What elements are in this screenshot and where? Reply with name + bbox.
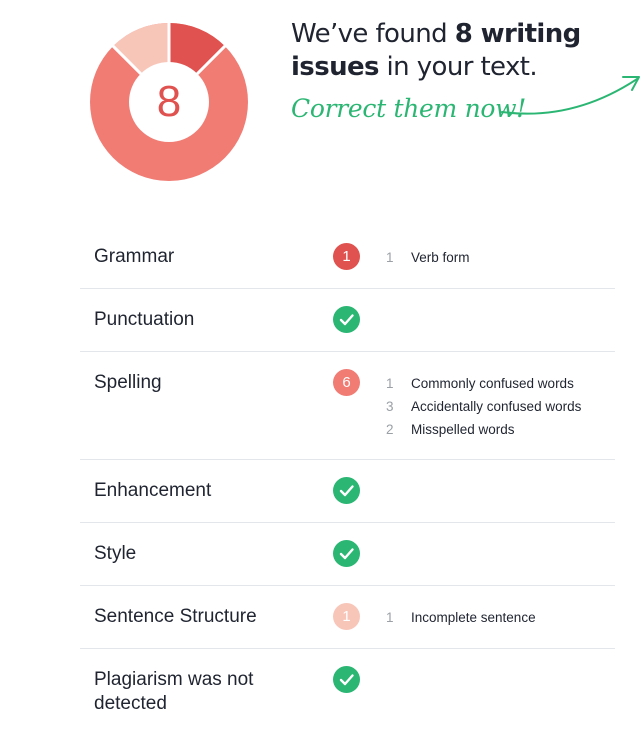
issue-text: Accidentally confused words	[411, 399, 582, 414]
headline-bold-issues: issues	[291, 52, 379, 82]
issue-item[interactable]	[386, 246, 470, 269]
issue-count: 1	[386, 250, 394, 265]
issue-list	[386, 372, 581, 441]
issue-item[interactable]	[386, 395, 581, 418]
headline-bold-count: 8 writing	[454, 19, 581, 49]
arrow-icon	[498, 68, 644, 118]
check-icon	[333, 477, 360, 504]
issue-list	[386, 246, 470, 269]
category-label: Punctuation	[94, 309, 195, 330]
category-label: Grammar	[94, 246, 175, 267]
category-row-plagiarism	[80, 649, 615, 725]
issue-list	[386, 606, 536, 629]
category-row-style	[80, 523, 615, 586]
issue-text: Verb form	[411, 250, 470, 265]
category-row-sentence-structure	[80, 586, 615, 649]
issues-breakdown-table	[80, 226, 615, 725]
headline-text-start: We’ve found	[291, 19, 455, 49]
issues-donut-chart	[89, 22, 249, 182]
issue-item[interactable]	[386, 606, 536, 629]
issue-count: 3	[386, 399, 394, 414]
category-label: Spelling	[94, 372, 162, 393]
check-icon	[333, 666, 360, 693]
issue-count-badge: 1	[333, 603, 360, 630]
issue-count: 2	[386, 422, 394, 437]
total-issues-count: 8	[156, 77, 182, 126]
category-label: Plagiarism was not detected	[94, 669, 254, 714]
issue-count-badge: 6	[333, 369, 360, 396]
correct-them-now-link[interactable]: Correct them now!	[291, 94, 526, 123]
issue-item[interactable]	[386, 372, 581, 395]
category-row-enhancement	[80, 460, 615, 523]
category-row-grammar	[80, 226, 615, 289]
issue-count: 1	[386, 610, 394, 625]
category-label: Sentence Structure	[94, 606, 257, 627]
issue-text: Misspelled words	[411, 422, 515, 437]
category-label: Style	[94, 543, 137, 564]
category-row-punctuation	[80, 289, 615, 352]
category-row-spelling	[80, 352, 615, 460]
issue-text: Commonly confused words	[411, 376, 574, 391]
issue-item[interactable]	[386, 418, 581, 441]
check-icon	[333, 540, 360, 567]
category-label: Enhancement	[94, 480, 212, 501]
headline-text-end: in your text.	[378, 52, 538, 82]
issue-count-badge: 1	[333, 243, 360, 270]
issue-text: Incomplete sentence	[411, 610, 536, 625]
summary-header	[0, 0, 644, 200]
issue-count: 1	[386, 376, 394, 391]
check-icon	[333, 306, 360, 333]
